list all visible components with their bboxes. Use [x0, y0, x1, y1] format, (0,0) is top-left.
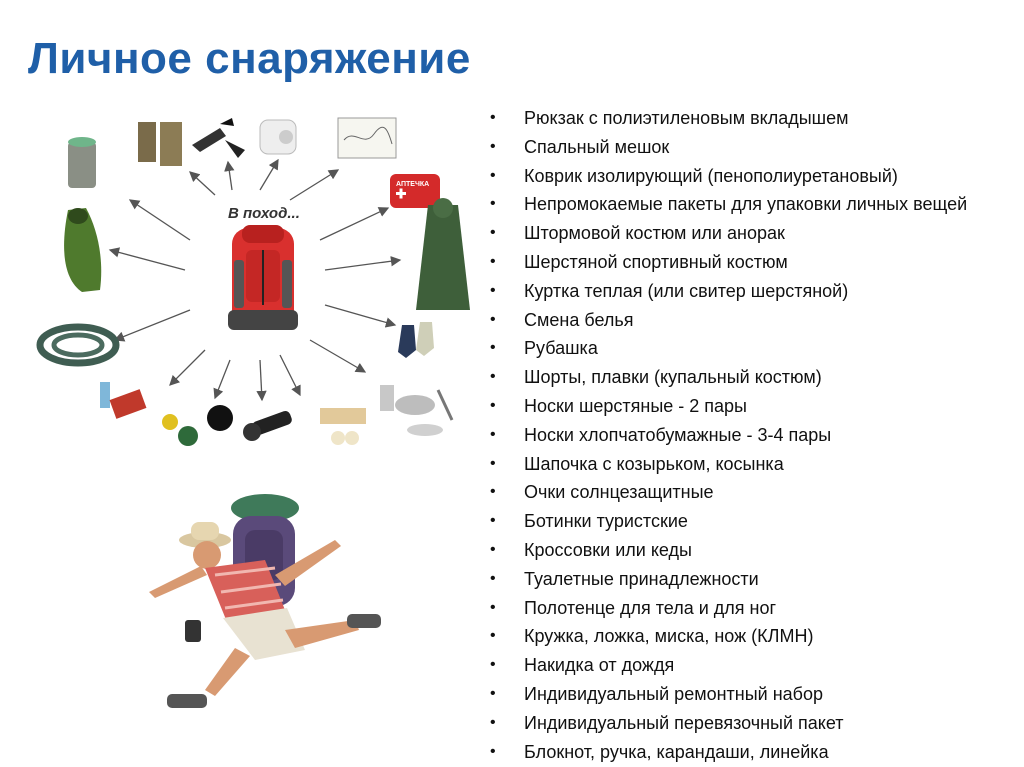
rope-icon	[40, 327, 116, 363]
list-item: • Спальный мешок	[490, 133, 967, 162]
arrow	[325, 260, 400, 270]
list-item: • Индивидуальный ремонтный набор	[490, 680, 967, 709]
equipment-diagram	[20, 100, 470, 470]
arrow	[325, 305, 395, 325]
map-icon	[338, 118, 396, 158]
sleeping-bag-icon	[64, 208, 101, 292]
list-item: • Туалетные принадлежности	[490, 565, 967, 594]
camera-icon	[185, 620, 201, 642]
storm-suit-icon	[138, 122, 182, 166]
arrow	[260, 360, 262, 400]
list-item: • Штормовой костюм или анорак	[490, 219, 967, 248]
flashlight-icon	[243, 410, 293, 441]
list-item: • Куртка теплая (или свитер шерстяной)	[490, 277, 967, 306]
arrow	[110, 250, 185, 270]
toilet-paper-icon	[260, 120, 296, 154]
arrow	[190, 172, 215, 195]
list-item: • Рубашка	[490, 334, 967, 363]
arrow	[320, 208, 388, 240]
sleeping-mat-icon	[68, 137, 96, 188]
arrow	[170, 350, 205, 385]
list-item: • Кружка, ложка, миска, нож (КЛМН)	[490, 622, 967, 651]
page-title: Личное снаряжение	[28, 34, 471, 83]
socks-icon	[398, 322, 434, 358]
list-item: • Носки хлопчатобумажные - 3-4 пары	[490, 421, 967, 450]
list-item: • Рюкзак с полиэтиленовым вкладышем	[490, 104, 967, 133]
arrow	[290, 170, 338, 200]
list-item: • Полотенце для тела и для ног	[490, 594, 967, 623]
arrow	[310, 340, 365, 372]
list-item: • Шапочка с козырьком, косынка	[490, 450, 967, 479]
arrow	[130, 200, 190, 240]
compass-icon	[162, 405, 233, 446]
hiker-head-icon	[179, 522, 231, 569]
list-item: • Ботинки туристские	[490, 507, 967, 536]
list-item: • Накидка от дождя	[490, 651, 967, 680]
bottle-icon	[100, 382, 146, 419]
list-item: • Носки шерстяные - 2 пары	[490, 392, 967, 421]
list-item: • Шерстяной спортивный костюм	[490, 248, 967, 277]
cookware-icon	[380, 385, 452, 436]
equipment-list	[490, 104, 967, 766]
poncho-icon	[416, 198, 470, 310]
arrow	[280, 355, 300, 395]
matches-icon	[320, 408, 366, 445]
shovel-icon	[192, 118, 245, 158]
list-item: • Непромокаемые пакеты для упаковки личных вещей	[490, 190, 967, 219]
list-item: • Блокнот, ручка, карандаши, линейка	[490, 738, 967, 767]
list-item: • Шорты, плавки (купальный костюм)	[490, 363, 967, 392]
diagram-caption: В поход...	[228, 205, 300, 222]
svg-text:АПТЕЧКА: АПТЕЧКА	[396, 181, 430, 188]
list-item: • Смена белья	[490, 306, 967, 335]
first-aid-kit-icon	[390, 174, 440, 208]
arrow	[228, 162, 232, 190]
arrow	[260, 160, 278, 190]
list-item: • Индивидуальный перевязочный пакет	[490, 709, 967, 738]
arrow	[115, 310, 190, 340]
arrow	[215, 360, 230, 398]
list-item: • Кроссовки или кеды	[490, 536, 967, 565]
backpack-icon	[228, 225, 298, 330]
list-item: • Очки солнцезащитные	[490, 478, 967, 507]
list-item: • Коврик изолирующий (пенополиуретановый)	[490, 162, 967, 191]
hiker-illustration	[135, 480, 395, 730]
